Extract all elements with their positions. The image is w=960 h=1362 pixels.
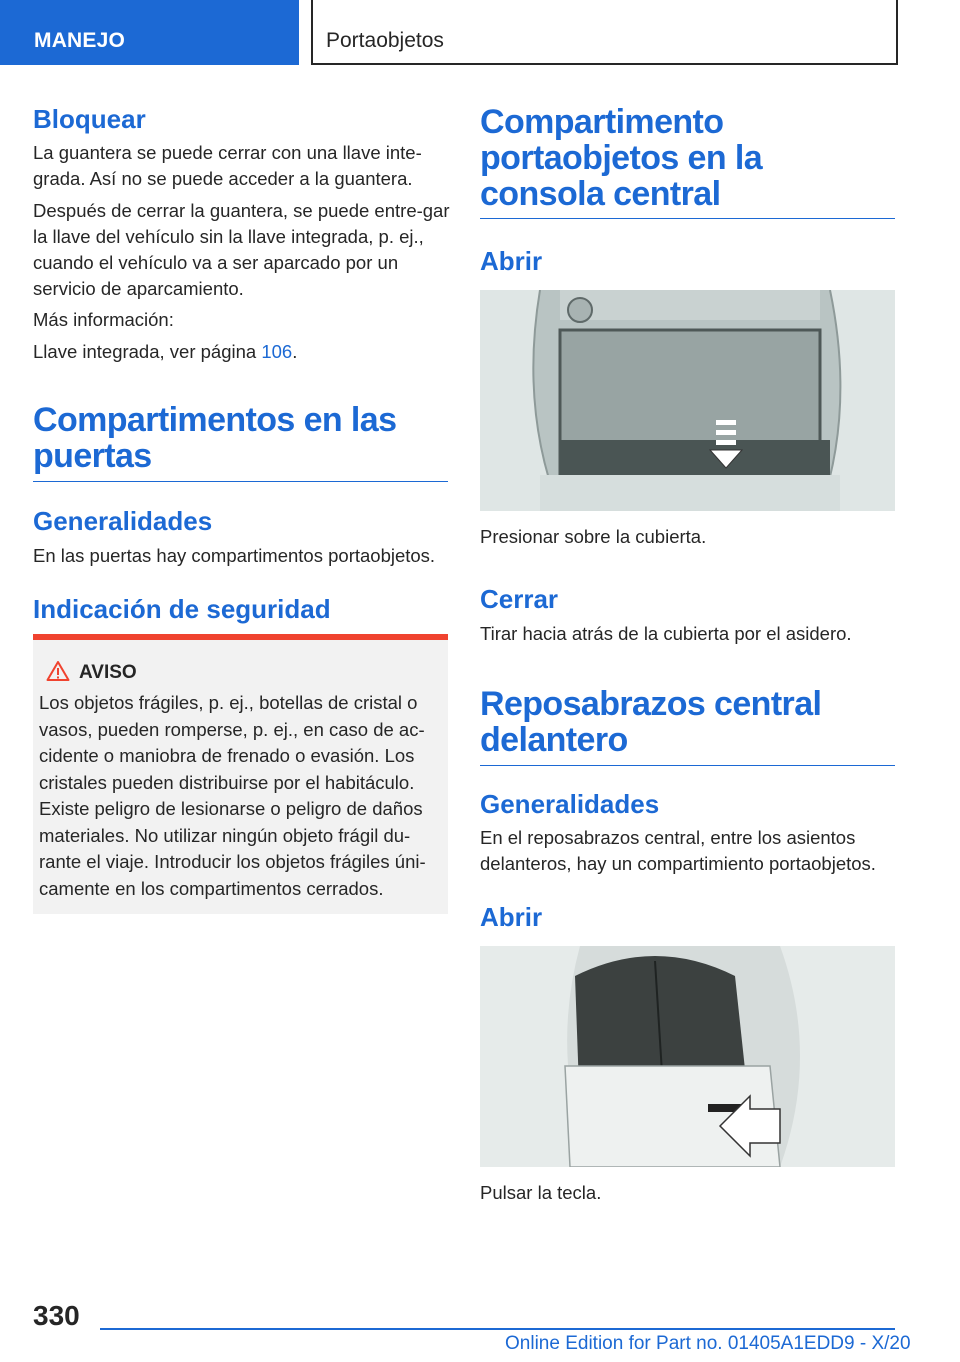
abrir-reposabrazos-caption: Pulsar la tecla.: [480, 1182, 602, 1203]
bloquear-heading: Bloquear: [33, 104, 146, 134]
footer-edition: Online Edition for Part no. 01405A1EDD9 - X/20: [505, 1333, 911, 1354]
console-compartment-illustration: [480, 290, 895, 511]
consola-heading: Compartimento portaobjetos en la consola central: [480, 104, 895, 219]
bloquear-paragraph-4: [33, 339, 453, 365]
page-number: 330: [33, 1300, 80, 1331]
warning-box: [33, 640, 448, 914]
armrest-illustration: [480, 946, 895, 1167]
generalidades-heading: Generalidades: [33, 506, 213, 536]
warning-title: AVISO: [79, 662, 137, 683]
bloquear-paragraph-3: Más información:: [33, 309, 174, 330]
puertas-heading: Compartimentos en las puertas: [33, 402, 448, 482]
generalidades-paragraph: En las puertas hay compartimentos portaobjetos.: [33, 545, 436, 566]
bloquear-paragraph-1: La guantera se puede cerrar con una llave inte-grada. Así no se puede acceder a la guantera.: [33, 142, 422, 189]
reposabrazos-heading: Reposabrazos central delantero: [480, 686, 895, 766]
header-topic-box: [311, 0, 898, 65]
footer-rule: [100, 1328, 895, 1330]
header-topic-label: Portaobjetos: [326, 29, 444, 52]
warning-text: Los objetos frágiles, p. ej., botellas de cristal o vasos, pueden romperse, p. ej., en caso de ac-cidente o maniobra de frenado o evasión. Los cristales pueden distribuirse por el habitáculo. Existe peligro de lesionarse o peligro de daños materiales. No utilizar ningún objeto frágil du-rante el viaje. Introducir los objetos frágiles úni-camente en los compartimentos cerrados.: [39, 692, 426, 899]
bloquear-paragraph-2: Después de cerrar la guantera, se puede entre-gar la llave del vehículo sin la llave integrada, p. ej., cuando el vehículo va a ser aparcado por un servicio de aparcamiento.: [33, 200, 450, 299]
header-section-tab: [0, 0, 299, 65]
abrir-consola-caption: Presionar sobre la cubierta.: [480, 526, 707, 547]
cerrar-heading: Cerrar: [480, 584, 559, 614]
generalidades-reposabrazos-paragraph: En el reposabrazos central, entre los asientos delanteros, hay un compartimiento portaobjetos.: [480, 827, 876, 874]
header-section-label: MANEJO: [34, 29, 126, 52]
warning-triangle-icon: [46, 660, 70, 682]
cerrar-paragraph: Tirar hacia atrás de la cubierta por el asidero.: [480, 623, 852, 644]
abrir-consola-heading: Abrir: [480, 246, 543, 276]
generalidades-reposabrazos-heading: Generalidades: [480, 789, 660, 819]
llave-reference-period: .: [292, 341, 298, 362]
seguridad-heading: Indicación de seguridad: [33, 594, 331, 624]
llave-reference-text: Llave integrada, ver página: [33, 341, 262, 362]
abrir-reposabrazos-heading: Abrir: [480, 902, 543, 932]
page-106-link[interactable]: 106: [261, 341, 293, 362]
